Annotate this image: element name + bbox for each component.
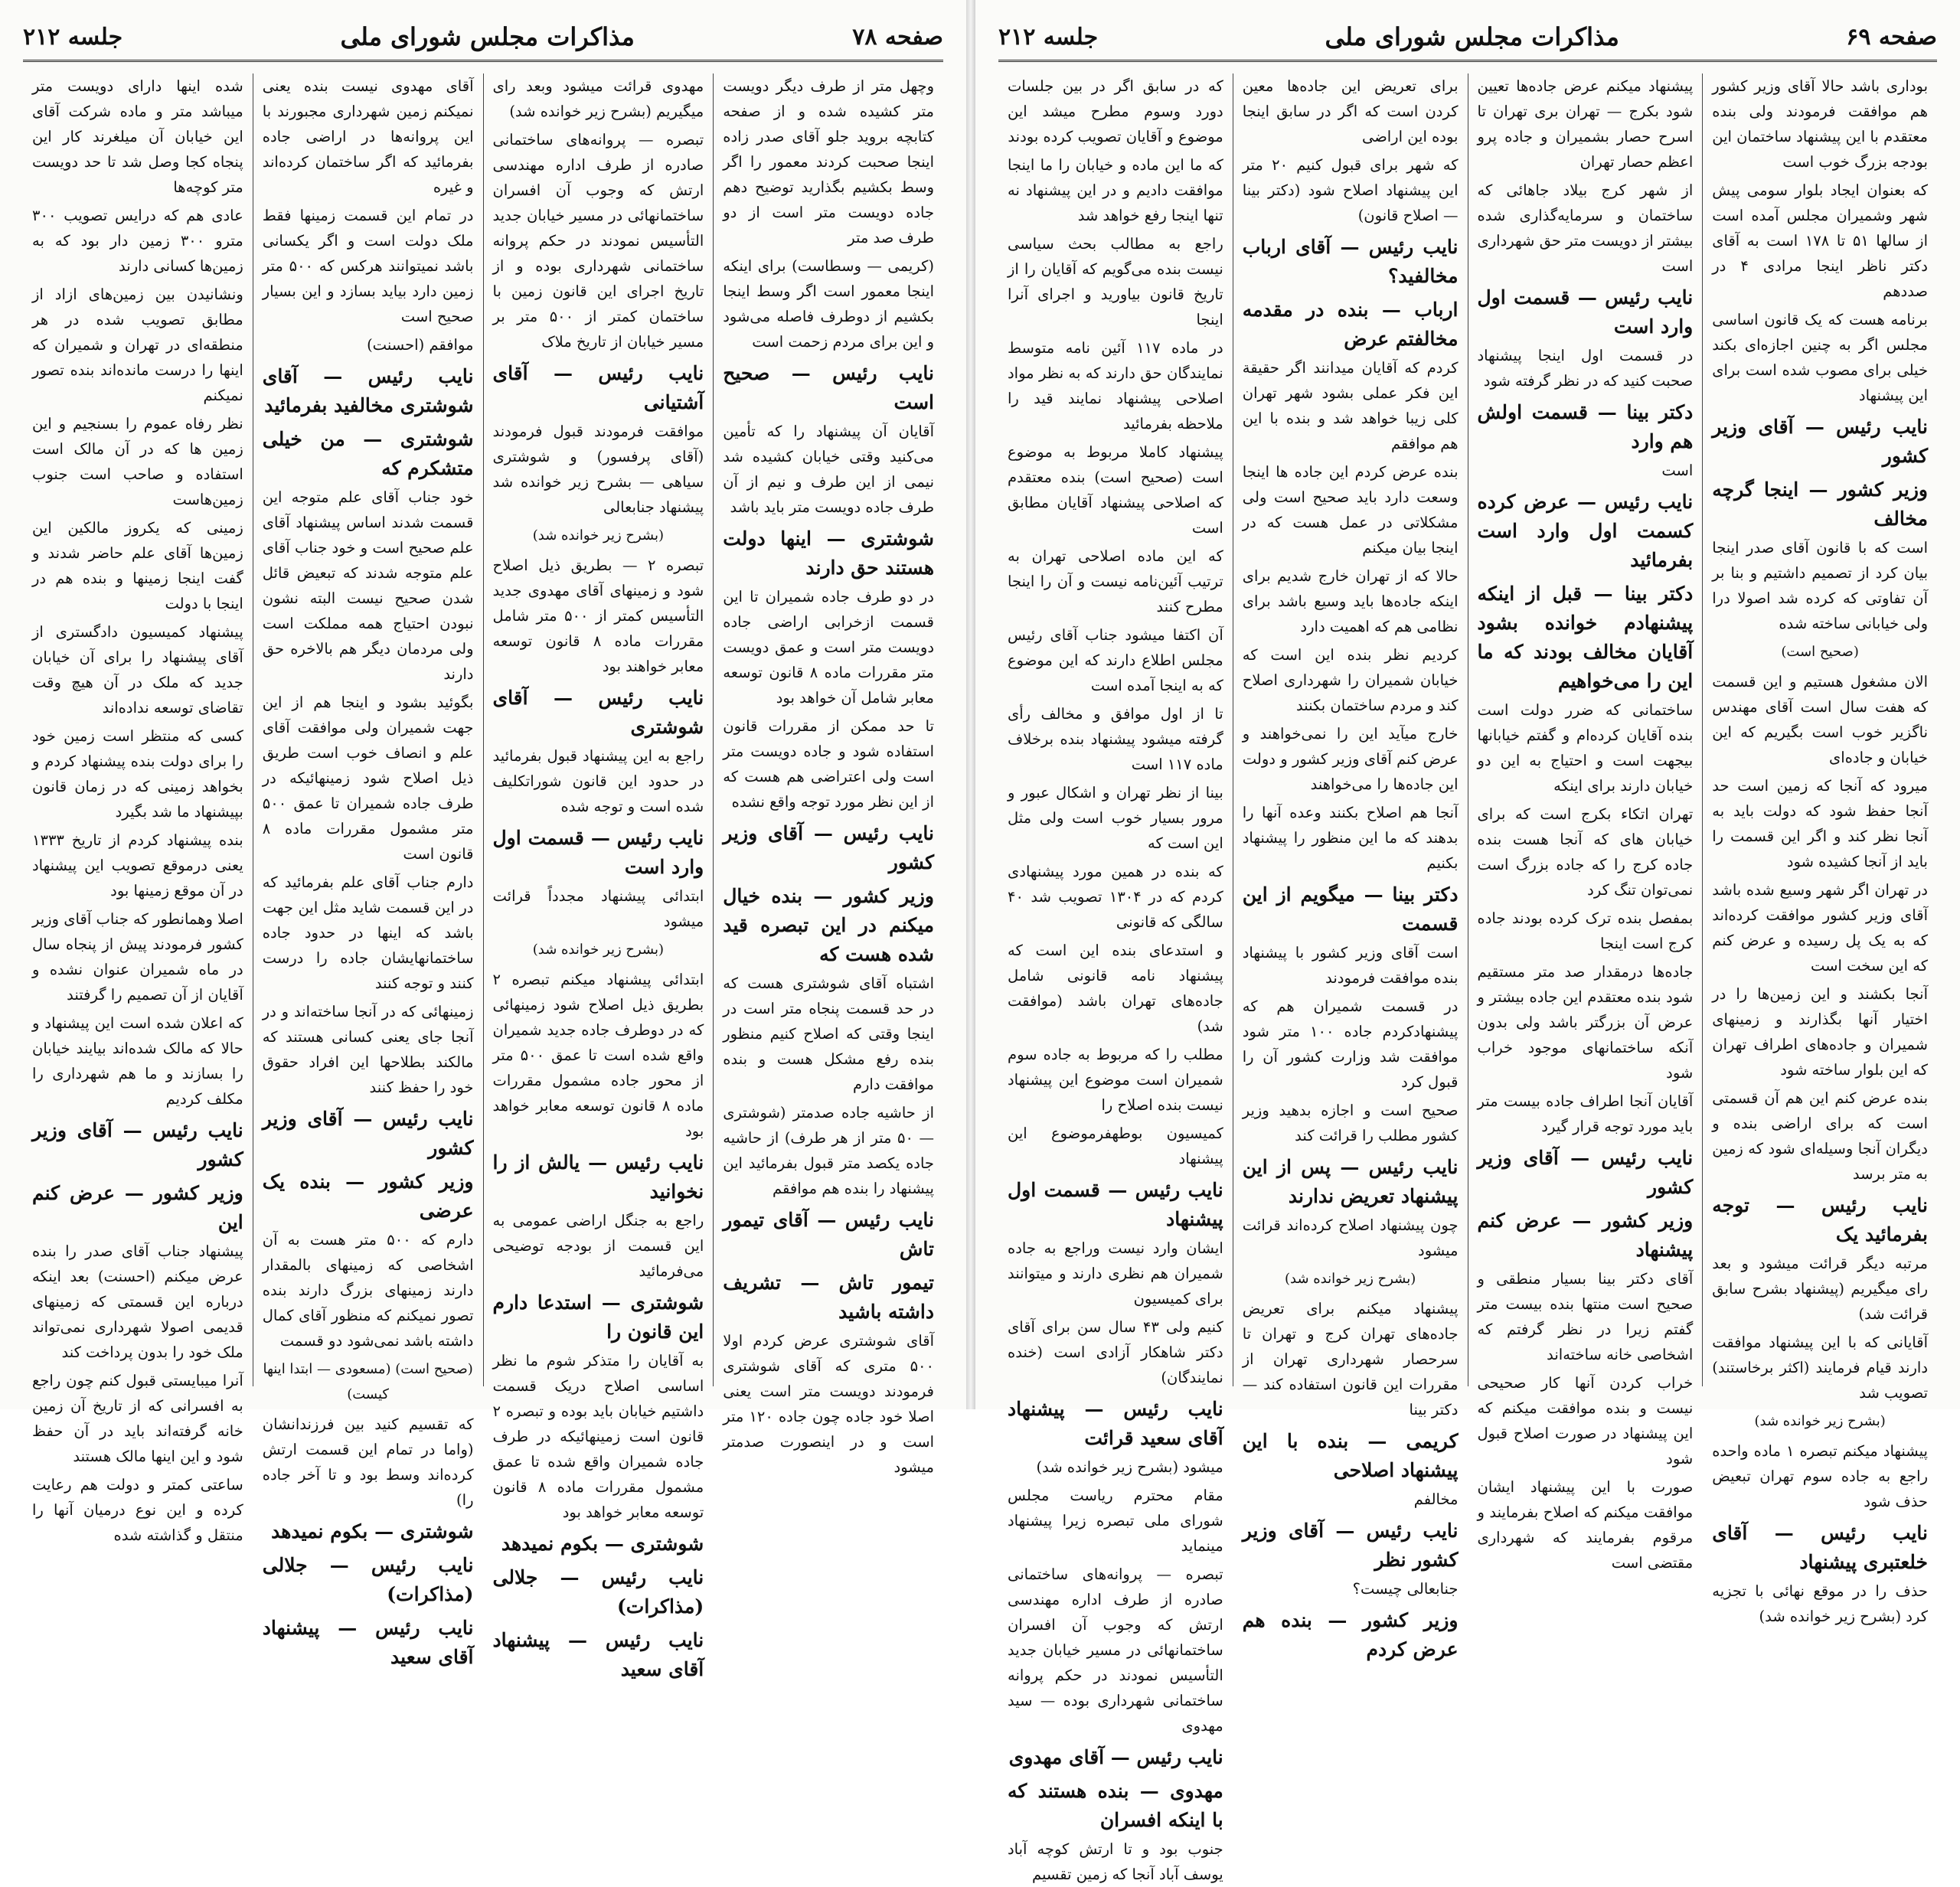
- right-page: [975, 0, 1960, 1883]
- paragraph: مهدوی قرائت میشود وبعد رای میگیریم (بشرح زیر خوانده شد): [492, 77, 704, 120]
- speaker-heading: نایب رئیس — پیشنهاد آقای سعید قرائت: [1008, 1398, 1223, 1449]
- paragraph: (کریمی — وسطاست) برای اینکه اینجا معمور است اگر وسط اینجا بکشیم از دوطرف فاصله می‌شود و این برای مردم زحمت است: [723, 257, 934, 351]
- speaker-heading: نایب رئیس — آقای شوشتری: [492, 687, 704, 738]
- speaker-heading: نایب رئیس — جلالی (مذاکرات): [262, 1554, 474, 1605]
- right-session-label: جلسه ۲۱۲: [998, 23, 1099, 51]
- procedural-note: (بشرح زیر خوانده شد): [532, 942, 665, 958]
- paragraph: اصلا وهمانطور که جناب آقای وزیر کشور فرمودند پیش از پنجاه سال در ماه شمیران عنوان نشده و آقایان از آن تصمیم را گرفتند: [32, 910, 243, 1004]
- speaker-heading: کریمی — بنده با این پیشنهاد اصلاحی: [1242, 1430, 1459, 1481]
- paragraph: تبصره — پروانه‌های ساختمانی صادره از طرف اداره مهندسی ارتش که وجوب آن افسران ساختمانهائی در مسیر خیابان جدید التأسیس نمودند در حکم پروانه ساختمانی شهرداری بوده — سید مهدوی: [1008, 1565, 1223, 1735]
- paragraph: بنده عرض کنم این هم آن قسمتی است که برای اراضی بنده و دیگران آنجا وسیله‌ای شود که زمین به متر برسد: [1712, 1089, 1928, 1183]
- paragraph: صحیح است و اجازه بدهید وزیر کشور مطلب را قرائت کند: [1242, 1102, 1459, 1144]
- paragraph: که ما این ماده و خیابان را ما اینجا موافقت دادیم و در این پیشنهاد نه تنها اینجا رفع خواهد شد: [1008, 156, 1223, 224]
- speaker-heading: نایب رئیس — یالش از را نخوانید: [492, 1151, 704, 1203]
- paragraph: کردیم نظر بنده این است که خیابان شمیران را شهرداری اصلاح کند و مردم ساختمان بکنند: [1242, 646, 1459, 714]
- text-column: [998, 73, 1233, 1883]
- speaker-heading: نایب رئیس — صحیح است: [723, 362, 934, 413]
- paragraph: در قسمت اول اینجا پیشنهاد صحبت کنید که در نظر گرفته شود: [1477, 347, 1694, 390]
- paragraph: آقای دکتر بینا بسیار منطقی و صحیح است منتها بنده بیست متر گفتم زیرا در نظر گرفتم که اشخاصی خانه ساخته‌اند: [1477, 1270, 1694, 1363]
- right-page-header: [998, 14, 1937, 62]
- paragraph: موافقت فرمودند قبول فرمودند (آقای پرفسور) و شوشتری سیاهی — بشرح زیر خوانده شد پیشنهاد جنابعالی: [492, 423, 704, 516]
- speaker-heading: شوشتری — اینها دولت هستند حق دارند: [723, 527, 934, 579]
- paragraph: الان مشغول هستیم و این قسمت که هفت سال است آقای مهندس ناگزیر خوب است بگیریم که این خیابان و جاده‌ای: [1712, 673, 1928, 766]
- paragraph: مقام محترم ریاست مجلس شورای ملی تبصره زیرا پیشنهاد مینماید: [1008, 1487, 1223, 1555]
- paragraph: تبصره ۲ — بطریق ذیل اصلاح شود و زمینهای آقای مهدوی جدید التأسیس کمتر از ۵۰۰ متر شامل مقررات ماده ۸ قانون توسعه معابر خواهند بود: [492, 557, 704, 675]
- paragraph: وچهل متر از طرف دیگر دویست متر کشیده شده و از صفحه کتابچه بروید جلو آقای صدر زاده اینجا صحبت کردند معمور را اگر وسط بکشیم بگذارید توضیح دهم جاده دویست متر است از دو طرف صد متر: [723, 77, 934, 246]
- page-gutter: [966, 0, 975, 1409]
- paragraph: ابتدائی پیشنهاد مجدداً قرائت میشود: [492, 887, 704, 930]
- paragraph: جنوب بود و تا ارتش کوچه آباد یوسف آباد آنجا که زمین تقسیم: [1008, 1840, 1223, 1883]
- paragraph: در تهران اگر شهر وسیع شده باشد آقای وزیر کشور موافقت کرده‌اند که به یک پل رسیده و عرض کنم که این سخت است: [1712, 881, 1928, 975]
- text-column: [713, 73, 943, 1476]
- paragraph: کردم که آقایان میدانند اگر حقیقة این فکر عملی بشود شهر تهران کلی زیبا خواهد شد و بنده با این هم موافقم: [1242, 359, 1459, 452]
- paragraph: برنامه هست که یک قانون اساسی مجلس اگر به چنین اجازه‌ای بکند خیلی برای مصوب شده است برای این پیشنهاد: [1712, 311, 1928, 404]
- procedural-note: (بشرح زیر خوانده شد): [1754, 1413, 1886, 1429]
- speaker-heading: نایب رئیس — آقای مهدوی: [1008, 1746, 1223, 1768]
- speaker-heading: ارباب — بنده در مقدمه مخالفتم عرض: [1242, 299, 1459, 350]
- paragraph: از حاشیه جاده صدمتر (شوشتری — ۵۰ متر از هر طرف) از حاشیه جاده یکصد متر قبول بفرمائید این پیشنهاد را بنده هم موافقم: [723, 1104, 934, 1197]
- paragraph: پیشنهاد کاملا مربوط به موضوع است (صحیح است) بنده معتقدم که اصلاحی پیشنهاد آقایان مطابق است: [1008, 443, 1223, 537]
- left-page: [0, 0, 966, 1680]
- paragraph: است آقای وزیر کشور با پیشنهاد بنده موافقت فرمودند: [1242, 944, 1459, 987]
- paragraph: ونشانیدن بین زمین‌های ازاد از مطابق تصویب شده در هر منطقه‌ای در تهران و شمیران که اینها را درست مانده‌اند بنده تصور نمیکنم: [32, 286, 243, 404]
- speaker-heading: شوشتری — بکوم نمیدهد: [271, 1520, 474, 1543]
- paragraph: آقایانی که با این پیشنهاد موافقت دارند قیام فرمایند (اکثر برخاستند) تصویب شد: [1712, 1334, 1928, 1402]
- paragraph: تا از اول موافق و مخالف رأی گرفته میشود پیشنهاد بنده برخلاف ماده ۱۱۷ است: [1008, 705, 1223, 773]
- paragraph: آقای مهدوی نیست بنده یعنی نمیکنم زمین شهرداری مجبورند با این پروانه‌ها در اراضی جاده بفرمائید که اگر ساختمان کرده‌اند و غیره: [262, 77, 474, 196]
- paragraph: از شهر کرج بیلاد جاهائی که ساختمان و سرمایه‌گذاری شده بیشتر از دویست متر حق شهرداری است: [1477, 181, 1694, 275]
- paragraph: عادی هم که درایس تصویب ۳۰۰ مترو ۳۰۰ زمین دار بود که به زمین‌ها کسانی دارند: [32, 207, 243, 275]
- paragraph: دارم جناب آقای علم بفرمائید که در این قسمت شاید مثل این جهت باشد که اینها در حدود جاده ساختمانهایشان جاده را درست کنند و توجه کنند: [262, 873, 474, 992]
- paragraph: که بنده در همین مورد پیشنهادی کردم که در ۱۳۰۴ تصویب شد ۴۰ سالگی که قانونی: [1008, 863, 1223, 931]
- left-page-header: [23, 14, 943, 62]
- speaker-heading: نایب رئیس — عرض کرده کسمت اول وارد است بفرمائید: [1477, 491, 1694, 571]
- speaker-heading: نایب رئیس — توجه بفرمائید یک: [1712, 1194, 1928, 1245]
- speaker-heading: نایب رئیس — قسمت اول وارد است: [1477, 286, 1694, 338]
- speaker-heading: وزیر کشور — بنده خیال میکنم در این تبصره قید شده هست که: [723, 885, 934, 965]
- speaker-heading: نایب رئیس — آقای آشتیانی: [492, 362, 704, 413]
- speaker-heading: مهدوی — بنده هستند که با اینکه افسران: [1008, 1780, 1223, 1831]
- text-column: [483, 73, 714, 1680]
- paragraph: کنیم ولی ۴۳ سال سن برای آقای دکتر شاهکار آزادی است (خنده نمایندگان): [1008, 1318, 1223, 1386]
- paragraph: ایشان وارد نیست وراجع به جاده شمیران هم نظری دارند و میتوانند برای کمیسیون: [1008, 1239, 1223, 1308]
- speaker-heading: نایب رئیس — آقای خلعتبری پیشنهاد: [1712, 1522, 1928, 1573]
- speaker-heading: دکتر بینا — قسمت اولش هم وارد: [1477, 401, 1694, 452]
- paragraph: آنجا هم اصلاح بکنند وعده آنها را بدهند که ما این منظور را پیشنهاد بکنیم: [1242, 804, 1459, 872]
- paragraph: در دو طرف جاده شمیران تا این قسمت ازخرابی اراضی جاده دویست متر است و عمق دویست متر مقررات ماده ۸ قانون توسعه معابر شامل آن خواهد بود: [723, 588, 935, 707]
- paragraph: مرتبه دیگر قرائت میشود و بعد رای میگیریم (پیشنهاد بشرح سابق قرائت شد): [1712, 1255, 1928, 1323]
- speaker-heading: وزیر کشور — عرض کنم پیشنهاد: [1477, 1210, 1694, 1261]
- speaker-heading: نایب رئیس — آقای شوشتری مخالفید بفرمائید: [262, 365, 474, 416]
- text-column: [1468, 73, 1703, 1572]
- speaker-heading: نایب رئیس — آقای وزیر کشور: [1477, 1147, 1694, 1198]
- paragraph: مطلب را که مربوط به جاده سوم شمیران است موضوع این پیشنهاد نیست بنده اصلاح را: [1008, 1046, 1223, 1114]
- paragraph: پیشنهاد کمیسیون دادگستری از آقای پیشنهاد را برای آن خیابان جدید که ملک در آن هیچ وقت تقاضای توسعه نداده‌اند: [32, 623, 243, 717]
- paragraph: بوداری باشد حالا آقای وزیر کشور هم موافقت فرمودند ولی بنده معتقدم با این پیشنهاد ساختمان این بودجه بزرگ خوب است: [1712, 77, 1928, 171]
- paragraph: و استدعای بنده این است که پیشنهاد نامه قانونی شامل جاده‌های تهران باشد (موافقت شد): [1008, 942, 1223, 1035]
- paragraph: دارم که ۵۰۰ متر هست به آن اشخاصی که زمینهای بالمقدار دارند زمینهای بزرگ دارند بنده تصور نمیکنم که منظور آقای کمال داشته باشد نمی‌شود دو قسمت: [262, 1231, 474, 1350]
- paragraph: راجع به جنگل اراضی عمومی به این قسمت از بودجه توضیحی می‌فرمائید: [492, 1212, 704, 1280]
- speaker-heading: نایب رئیس — آقای ارباب مخالفید؟: [1242, 236, 1459, 287]
- speaker-heading: نایب رئیس — پس از این پیشنهاد تعریض ندارند: [1242, 1156, 1459, 1207]
- speaker-heading: شوشتری — من خیلی متشکرم که: [262, 428, 474, 479]
- paragraph: که بعنوان ایجاد بلوار سومی پیش شهر وشمیران مجلس آمده است از سالها ۵۱ تا ۱۷۸ است به آقای دکتر ناظر اینجا مرادی ۴ در صددهم: [1712, 181, 1929, 300]
- paragraph: بمفصل بنده ترک کرده بودند جاده کرج است اینجا: [1477, 909, 1694, 952]
- paragraph: ابتدائی پیشنهاد میکنم تبصره ۲ بطریق ذیل اصلاح شود زمینهائی که در دوطرف جاده جدید شمیران واقع شده است تا عمق ۵۰۰ متر از محور جاده مشمول مقررات ماده ۸ قانون توسعه معابر خواهد بود: [492, 971, 704, 1140]
- right-page-title: مذاکرات مجلس شورای ملی: [1325, 22, 1619, 51]
- paragraph: پیشنهاد میکنم تبصره ۱ ماده واحده راجع به جاده سوم تهران تبعیض حذف شود: [1712, 1442, 1928, 1510]
- paragraph: زمینی که یکروز مالکین این زمین‌ها آقای علم حاضر شدند و گفت اینجا زمینها و بنده هم در اینجا با دولت: [32, 519, 243, 612]
- speaker-heading: وزیر کشور — عرض کنم این: [32, 1182, 243, 1233]
- procedural-note: (صحیح است): [1781, 644, 1859, 660]
- paragraph: خارج میآید این را نمی‌خواهند و عرض کنم آقای وزیر کشور و دولت این جاده‌ها را می‌خواهند: [1242, 725, 1459, 793]
- speaker-heading: نایب رئیس — قسمت اول وارد است: [492, 827, 704, 878]
- speaker-heading: نایب رئیس — آقای تیمور تاش: [723, 1209, 934, 1260]
- paragraph: است که با قانون آقای صدر اینجا بیان کرد از تصمیم داشتیم و بنا بر آن تفاوتی که کرده شد اصولا درا ولی خیابانی ساخته شده: [1712, 539, 1928, 632]
- paragraph: که اعلان شده است این پیشنهاد و حالا که مالک شده‌اند بیایند خیابان را بسازند و ما هم شهرداری را مکلف کردیم: [32, 1014, 243, 1108]
- right-page-number: صفحه ۶۹: [1846, 23, 1937, 51]
- paragraph: ساختمانی که ضرر دولت است بنده آقایان کرده‌ام و گفتم خیابانها بیجهت است و احتیاج به این دو خیابان دارند برای اینکه: [1477, 701, 1694, 795]
- paragraph: نظر رفاه عموم را بسنجیم و این زمین ها که در آن مالک است استفاده و صاحب است جنوب زمین‌هاست: [32, 415, 243, 508]
- speaker-heading: دکتر بینا — قبل از اینکه پیشنهادم خوانده بشود آقایان مخالف بودند که ما این را می‌خواهیم: [1477, 583, 1694, 692]
- paragraph: بگوئید بشود و اینجا هم از این جهت شمیران ولی موافقت آقای علم و انصاف خوب است طریق ذیل اصلاح شود زمینهائیکه در طرف جاده شمیران تا عمق ۵۰۰ متر مشمول مقررات ماده ۸ قانون است: [262, 694, 474, 863]
- text-column: [1233, 73, 1468, 1660]
- paragraph: پیشنهاد میکنم عرض جاده‌ها تعیین شود بکرج — تهران بری تهران تا اسرح حصار بشمیران و جاده پرو اعظم حصار تهران: [1477, 77, 1694, 171]
- text-column: [1702, 73, 1937, 1625]
- paragraph: که این ماده اصلاحی تهران به ترتیب آئین‌نامه نیست و آن را اینجا مطرح کنند: [1008, 547, 1223, 615]
- paragraph: تهران اتکاء بکرج است که برای خیابان های که آنجا هست بنده جاده کرج را که جاده بزرگ است نمی‌توان تنگ کرد: [1477, 805, 1694, 899]
- paragraph: شده اینها دارای دویست متر میباشد متر و ماده شرکت آقای این خیابان آن میلغرند کار این پنجاه کجا وصل شد تا حد دویست متر کوچه‌ها: [32, 77, 243, 196]
- paragraph: تا حد ممکن از مقررات قانون استفاده شود و جاده دویست متر است ولی اعتراضی هم هست که از این نظر مورد توجه واقع نشده: [723, 717, 934, 811]
- paragraph: پیشنهاد میکنم برای تعریض جاده‌های تهران کرج و تهران تا سرحصار شهرداری تهران از مقررات این قانون استفاده کند — دکتر بینا: [1242, 1300, 1459, 1419]
- procedural-note: (بشرح زیر خوانده شد): [1284, 1271, 1416, 1287]
- paragraph: میشود (بشرح زیر خوانده شد): [1036, 1458, 1223, 1476]
- paragraph: اشتباه آقای شوشتری هست که در حد قسمت پنجاه متر است در اینجا وقتی که اصلاح کنیم منظور بنده رفع مشکل هست و بنده موافقت دارم: [723, 975, 934, 1093]
- left-page-number: صفحه ۷۸: [852, 23, 943, 51]
- paragraph: حذف را در موقع نهائی با تجزیه کرد (بشرح زیر خوانده شد): [1712, 1582, 1928, 1625]
- speaker-heading: دکتر بینا — میگویم از این قسمت: [1242, 883, 1459, 935]
- paragraph: راجع به مطالب بحث سیاسی نیست بنده می‌گویم که آقایان را از تاریخ قانون بیاورید و اجرای آنرا اینجا: [1008, 235, 1223, 328]
- speaker-heading: نایب رئیس — قسمت اول پیشنهاد: [1008, 1179, 1223, 1230]
- paragraph: خراب کردن آنها کار صحیحی نیست و بنده موافقت میکنم که این پیشنهاد در صورت اصلاح قبول شود: [1477, 1374, 1694, 1467]
- paragraph: پیشنهاد جناب آقای صدر را بنده عرض میکنم (احسنت) بعد اینکه درباره این قسمتی که زمینهای قدیمی اصولا شهرداری نمی‌تواند ملک خود را بدون پرداخت کند: [32, 1242, 243, 1361]
- paragraph: جاده‌ها درمقدار صد متر مستقیم شود بنده معتقدم این جاده بیشتر و عرض آن بزرگتر باشد ولی بدون آنکه ساختمانهای موجود خراب شود: [1477, 963, 1694, 1082]
- paragraph: به آقایان را متذکر شوم ما نظر اساسی اصلاح دریک قسمت داشتیم خیابان باید بوده و تبصره ۲ قانون است زمینهائیکه در طرف جاده شمیران واقع شده تا عمق مشمول مقررات ماده ۸ قانون توسعه معابر خواهد بود: [492, 1352, 704, 1521]
- speaker-heading: نایب رئیس — آقای وزیر کشور: [1712, 416, 1928, 467]
- text-column: [23, 73, 253, 1544]
- paragraph: که تقسیم کنید بین فرزندانشان (واما در تمام این قسمت ارتش کرده‌اند وسط بود و تا آخر جاده را): [262, 1415, 474, 1509]
- paragraph: در تمام این قسمت زمینها فقط ملک دولت است و اگر یکسانی باشد نمیتوانند هرکس که ۵۰۰ متر زمین دارد بیاید بسازد و این بسیار صحیح است: [262, 207, 474, 325]
- paragraph: میرود که آنجا که زمین است حد آنجا حفظ شود که دولت باید به آنجا نظر کند و اگر این قسمت را باید از آنجا کشیده شود: [1712, 777, 1928, 870]
- paragraph: موافقم (احسنت): [367, 336, 474, 354]
- paragraph: آقای شوشتری عرض کردم اولا ۵۰۰ متری که آقای شوشتری فرمودند دویست متر است یعنی اصلا خود جاده چون جاده ۱۲۰ متر است و در اینصورت صدمتر میشود: [723, 1332, 934, 1476]
- speaker-heading: شوشتری — استدعا دارم این قانون را: [492, 1291, 704, 1343]
- speaker-heading: تیمور تاش — تشریف داشته باشید: [723, 1272, 934, 1323]
- paragraph: زمینهائی که در آنجا ساخته‌اند و در آنجا جای یعنی کسانی هستند که مالکند بطلاحها این افراد حقوق خود را حفظ کنند: [262, 1003, 474, 1096]
- speaker-heading: نایب رئیس — جلالی (مذاکرات): [492, 1566, 704, 1618]
- paragraph: آقایان آنجا اطراف جاده بیست متر باید مورد توجه قرار گیرد: [1477, 1092, 1694, 1135]
- paragraph: برای تعریض این جاده‌ها معین کردن است که اگر در سابق اینجا بوده این اراضی: [1242, 77, 1459, 145]
- procedural-note: (صحیح است) (مسعودی — ابتدا اینها کیست): [263, 1361, 473, 1402]
- paragraph: که در سابق اگر در بین جلسات دورد وسوم مطرح میشد این موضوع و آقایان تصویب کرده بودند: [1008, 77, 1223, 145]
- left-page-columns: [23, 73, 943, 1680]
- speaker-heading: شوشتری — بکوم نمیدهد: [501, 1533, 704, 1555]
- right-page-columns: [998, 73, 1937, 1883]
- speaker-heading: وزیر کشور — اینجا گرچه مخالف: [1712, 478, 1928, 530]
- speaker-heading: نایب رئیس — پیشنهاد آقای سعید: [262, 1617, 474, 1668]
- speaker-heading: نایب رئیس — آقای وزیر کشور: [32, 1119, 243, 1170]
- paragraph: آنرا میبایستی قبول کنم چون راجع به افسرانی که از تاریخ آن زمین خانه گرفته‌اند باید در آن حفظ شود و این اینها مالک هستند: [32, 1372, 243, 1465]
- paragraph: ساعتی کمتر و دولت هم رعایت کرده و این نوع درمیان آنها را منتقل و گذاشته شده: [32, 1476, 243, 1544]
- procedural-note: (بشرح زیر خوانده شد): [532, 527, 665, 544]
- speaker-heading: نایب رئیس — پیشنهاد آقای سعید: [492, 1629, 704, 1680]
- speaker-heading: نایب رئیس — آقای وزیر کشور: [723, 822, 934, 873]
- paragraph: کسی که منتظر است زمین خود را برای دولت بنده پیشنهاد کردم و بخواهد زمینی که در زمان قانون بپیشنهاد ما شد بگیرد: [32, 727, 243, 821]
- paragraph: که شهر برای قبول کنیم ۲۰ متر این پیشنهاد اصلاح شود (دکتر بینا — اصلاح قانون): [1242, 156, 1459, 224]
- paragraph: آن اکتفا میشود جناب آقای رئیس مجلس اطلاع دارند که این موضوع که به اینجا آمده است: [1008, 626, 1223, 694]
- text-column: [253, 73, 483, 1668]
- speaker-heading: نایب رئیس — آقای وزیر کشور: [262, 1108, 474, 1159]
- paragraph: چون پیشنهاد اصلاح کرده‌اند قرائت میشود: [1242, 1216, 1459, 1259]
- paragraph: بنده عرض کردم این جاده ها اینجا وسعت دارد باید صحیح است ولی مشکلاتی در عمل هست که در اینجا بیان میکنم: [1242, 463, 1459, 557]
- paragraph: آنجا بکشند و این زمین‌ها را در اختیار آنها بگذارند و زمینهای شمیران و جاده‌های اطراف تهران که این بلوار ساخته شود: [1712, 985, 1928, 1079]
- left-page-title: مذاکرات مجلس شورای ملی: [340, 22, 635, 51]
- paragraph: در ماده ۱۱۷ آئین نامه متوسط نمایندگان حق دارند که به نظر مواد اصلاحی پیشنهاد نمایند قید را ملاحظه بفرمائید: [1008, 339, 1223, 433]
- paragraph: راجع به این پیشنهاد قبول بفرمائید در حدود این قانون شوراتکلیف شده است و توجه شده: [492, 747, 704, 815]
- paragraph: است: [1661, 462, 1694, 479]
- paragraph: مخالفم: [1413, 1490, 1459, 1508]
- paragraph: کمیسیون بوطهفرموضوع این پیشنهاد: [1008, 1125, 1223, 1167]
- paragraph: حالا که از تهران خارج شدیم برای اینکه جاده‌ها باید وسیع باشد برای نظامی هم که اهمیت دارد: [1242, 567, 1459, 635]
- speaker-heading: نایب رئیس — آقای وزیر کشور نظر: [1242, 1520, 1459, 1571]
- speaker-heading: وزیر کشور — بنده هم عرض کردم: [1242, 1609, 1459, 1660]
- paragraph: تبصره — پروانه‌های ساختمانی صادره از طرف اداره مهندسی ارتش که وجوب آن افسران ساختمانهائی در مسیر خیابان جدید التأسیس نمودند در حکم پروانه ساختمانی شهرداری بوده و از تاریخ اجرای این قانون زمین با ساختمان کمتر از ۵۰۰ متر بر مسیر خیابان از تاریخ ملاک: [492, 131, 704, 351]
- paragraph: بنده پیشنهاد کردم از تاریخ ۱۳۳۳ یعنی درموقع تصویب این پیشنهاد در آن موقع زمینها بود: [32, 831, 243, 899]
- paragraph: در قسمت شمیران هم که پیشنهادکردم جاده ۱۰۰ متر شود موافقت شد وزارت کشور آن را قبول کرد: [1242, 997, 1459, 1091]
- paragraph: بینا از نظر تهران و اشکال عبور و مرور بسیار خوب است ولی مثل این است که: [1008, 784, 1223, 852]
- paragraph: صورت با این پیشنهاد ایشان موافقت میکنم که اصلاح بفرمایند و مرقوم بفرمایند که شهرداری مقتضی است: [1477, 1478, 1694, 1572]
- paragraph: جنابعالی چیست؟: [1352, 1580, 1459, 1598]
- paragraph: آقایان آن پیشنهاد را که تأمین می‌کنید وقتی خیابان کشیده شد نیمی از این طرف و نیم از آن طرف جاده دویست متر باید باشد: [723, 423, 934, 516]
- speaker-heading: وزیر کشور — بنده یک عرضی: [262, 1170, 474, 1222]
- left-session-label: جلسه ۲۱۲: [23, 23, 123, 51]
- paragraph: خود جناب آقای علم متوجه این قسمت شدند اساس پیشنهاد آقای علم صحیح است و خود جناب آقای علم متوجه شدند که تبعیض قائل شدن صحیح نیست البته نشون نبودن احتیاج همه مملکت است ولی مردمان دیگر هم بالاخره حق دارند: [262, 488, 474, 683]
